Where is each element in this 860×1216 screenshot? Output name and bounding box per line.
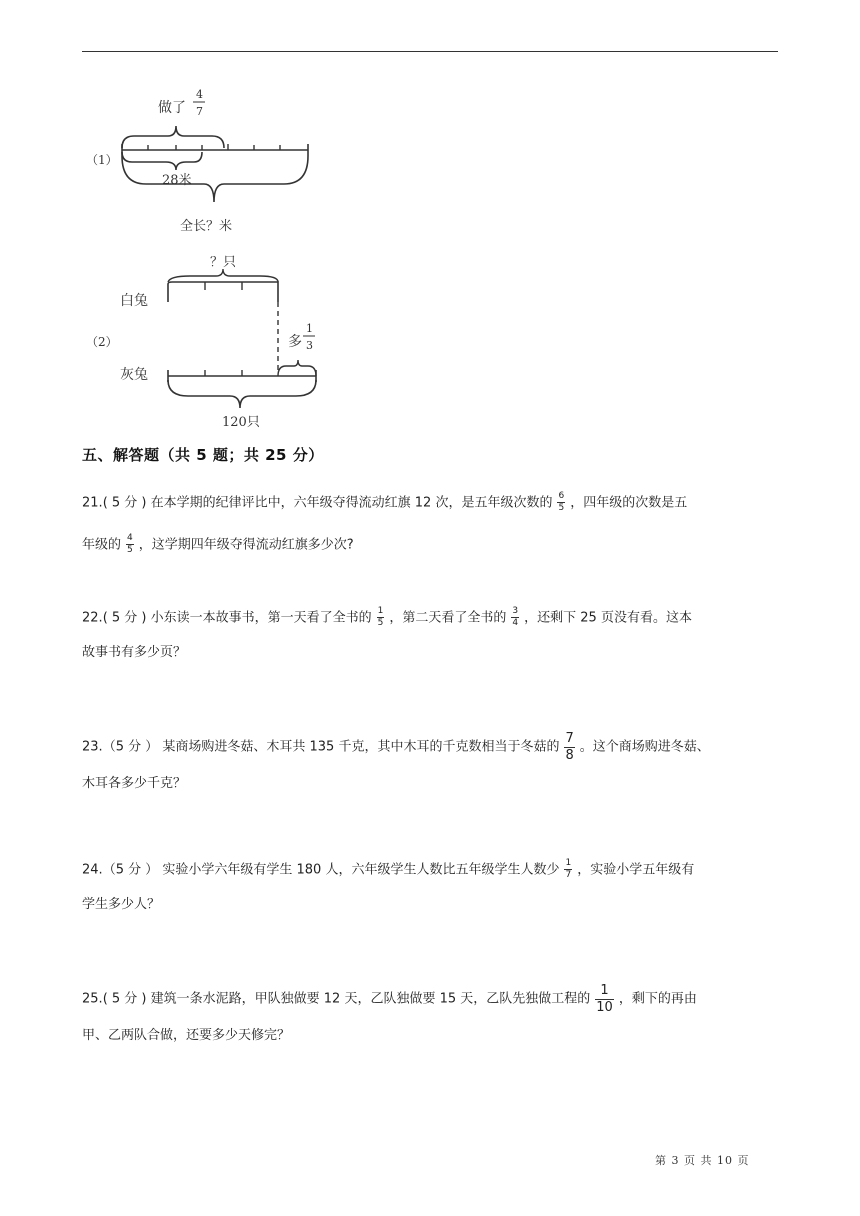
diagram-area: [80, 80, 340, 436]
fraction-denominator: 10: [596, 999, 613, 1015]
fraction: [126, 534, 134, 556]
fraction-numerator: 1: [600, 983, 609, 998]
fraction: [564, 732, 574, 762]
question-text: 小东读一本故事书，第一天看了全书的: [150, 610, 372, 626]
section-title: 五、解答题（共 5 题；共 25 分）: [82, 446, 324, 464]
question-number: 25.: [82, 991, 103, 1007]
fraction-numerator: 4: [127, 532, 133, 543]
diagram1-part-text: 28米: [162, 173, 192, 188]
question-text: ，还剩下 25 页没有看。这本: [524, 610, 692, 626]
question-text: 在本学期的纪律评比中，六年级夺得流动红旗 12 次，是五年级次数的: [150, 495, 553, 511]
question-line: [82, 534, 782, 556]
fraction-numerator: 1: [565, 858, 572, 868]
fraction-numerator: 6: [558, 491, 565, 501]
question-line: [82, 607, 782, 629]
fraction-denominator: 5: [377, 618, 384, 629]
diagram1-done-frac-den: 7: [196, 105, 203, 118]
question-line: [82, 859, 782, 881]
diagram1-done-text: 做了: [158, 100, 186, 116]
fraction: [377, 607, 385, 629]
question-line: 故事书有多少页？: [82, 644, 187, 660]
diagram1-total-brace: [122, 156, 308, 202]
fraction-denominator: 7: [565, 870, 572, 881]
diagram2-gray-brace: [168, 380, 316, 408]
fraction: [511, 607, 519, 629]
question-number: 21.: [82, 495, 103, 511]
question-text: ，实验小学五年级有: [577, 862, 695, 878]
diagram2-white-segment: [168, 282, 278, 302]
diagram2-more-frac-num: 1: [306, 322, 313, 335]
question-score: ( 5 分 ): [102, 495, 147, 511]
diagram2-gray-label: 灰兔: [120, 367, 148, 383]
question-22: [82, 607, 782, 660]
question-text: ，第二天看了全书的: [389, 610, 507, 626]
question-line: 甲、乙两队合做，还要多少天修完？: [82, 1028, 291, 1044]
question-line: [82, 984, 782, 1014]
question-line: [82, 732, 782, 762]
question-number: 23.: [82, 739, 103, 755]
question-21: [82, 492, 782, 556]
fraction: [595, 984, 614, 1014]
diagram1-part-brace: [122, 152, 202, 170]
diagram1-total-text: 全长？米: [180, 219, 233, 234]
fraction: [564, 859, 572, 881]
fraction-denominator: 5: [558, 503, 565, 514]
diagram2-more-frac-den: 3: [306, 339, 313, 352]
question-number: 22.: [82, 610, 103, 626]
question-line: 学生多少人？: [82, 896, 161, 912]
question-25: [82, 984, 782, 1044]
diagram2-label: （2）: [86, 335, 118, 349]
diagram1-done-frac-num: 4: [196, 88, 203, 101]
diagram2-more-brace: [278, 360, 316, 376]
question-line: 木耳各多少千克？: [82, 776, 187, 792]
question-text: 建筑一条水泥路，甲队独做要 12 天，乙队独做要 15 天，乙队先独做工程的: [150, 991, 591, 1007]
fraction-numerator: 1: [377, 606, 384, 616]
fraction-denominator: 5: [127, 545, 133, 556]
question-23: [82, 732, 782, 792]
question-text: 实验小学六年级有学生 180 人，六年级学生人数比五年级学生人数少: [162, 862, 560, 878]
diagram2-gray-total: 120只: [222, 415, 260, 430]
question-score: ( 5 分 ): [102, 610, 147, 626]
fraction-numerator: 3: [512, 606, 519, 616]
fraction-numerator: 7: [565, 731, 574, 746]
fraction-denominator: 4: [512, 618, 519, 629]
header-rule: [82, 51, 778, 52]
diagram2-more-text: 多: [288, 334, 302, 350]
question-score: （5 分 ）: [102, 862, 159, 878]
diagram1-top-brace: [122, 126, 224, 148]
question-text: 。这个商场购进冬菇、: [579, 739, 710, 755]
question-24: [82, 859, 782, 912]
question-text: 某商场购进冬菇、木耳共 135 千克，其中木耳的千克数相当于冬菇的: [162, 739, 560, 755]
diagram2-white-brace: [168, 269, 278, 282]
question-line: [82, 492, 782, 514]
question-number: 24.: [82, 862, 103, 878]
diagram2-white-total: ？只: [210, 255, 237, 270]
fraction-denominator: 8: [565, 747, 574, 763]
question-text: 年级的: [82, 537, 122, 553]
question-score: （5 分 ）: [102, 739, 159, 755]
page-footer: 第 3 页 共 10 页: [655, 1154, 750, 1167]
diagram2-white-label: 白兔: [120, 293, 148, 309]
fraction: [557, 492, 565, 514]
question-text: ，四年级的次数是五: [570, 495, 688, 511]
question-text: ，这学期四年级夺得流动红旗多少次?: [138, 537, 354, 553]
diagram1-label: （1）: [86, 153, 118, 167]
diagram-svg: [80, 80, 340, 432]
question-score: ( 5 分 ): [102, 991, 147, 1007]
question-text: ，剩下的再由: [618, 991, 697, 1007]
